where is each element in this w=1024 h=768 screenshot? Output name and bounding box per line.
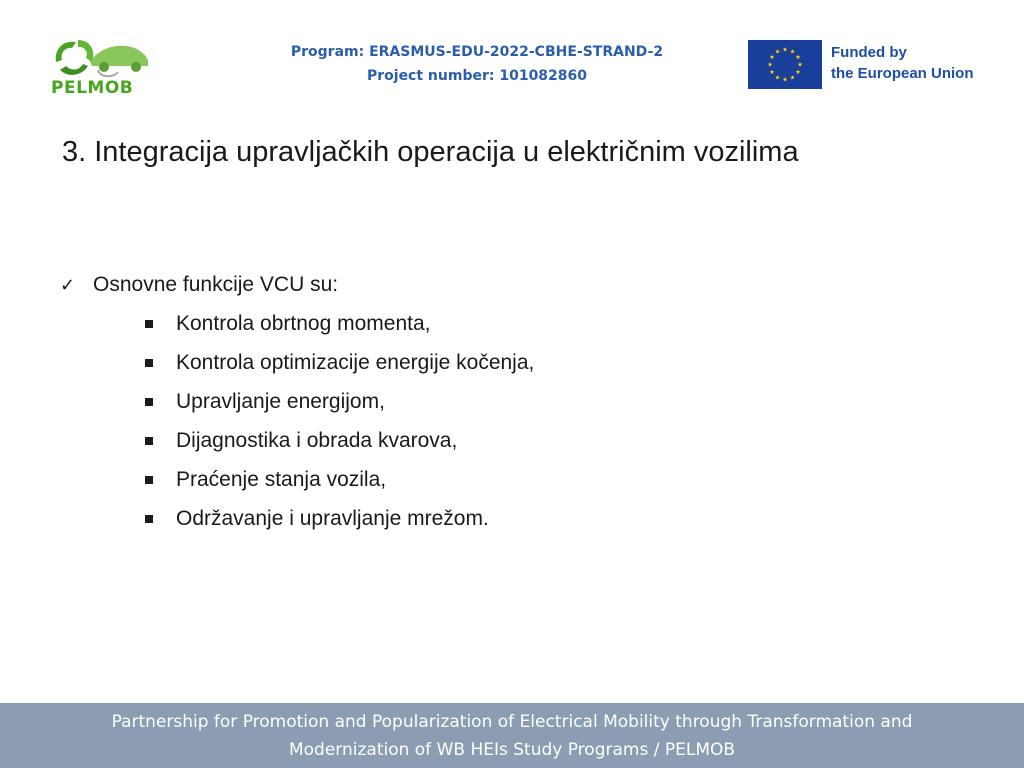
eu-star-icon: [798, 62, 803, 66]
list-item-text: Praćenje stanja vozila,: [176, 467, 387, 491]
pelmob-logo: [48, 34, 152, 100]
square-bullet-icon: [145, 437, 153, 445]
eu-star-icon: [783, 47, 788, 51]
program-info: [262, 40, 692, 88]
recycle-car-icon: [48, 34, 152, 82]
eu-star-icon: [770, 70, 775, 74]
program-line: Program: ERASMUS-EDU-2022-CBHE-STRAND-2: [290, 44, 664, 60]
square-bullet-icon: [145, 320, 153, 328]
project-number: Project number: 101082860: [366, 68, 588, 84]
eu-star-icon: [790, 75, 795, 79]
eu-star-icon: [796, 70, 801, 74]
list-item: [145, 460, 984, 499]
eu-star-icon: [768, 62, 773, 66]
list-item-text: Kontrola obrtnog momenta,: [176, 311, 431, 335]
list-item: [145, 304, 984, 343]
eu-line-2: the European Union: [831, 65, 974, 82]
footer: [0, 703, 1024, 768]
main-point-text: Osnovne funkcije VCU su:: [93, 273, 339, 296]
eu-star-icon: [783, 77, 788, 81]
list-item: [145, 421, 984, 460]
eu-funding-label: [831, 42, 974, 84]
eu-flag-icon: [748, 40, 822, 89]
eu-star-icon: [775, 75, 780, 79]
square-bullet-icon: [145, 359, 153, 367]
main-point: [60, 267, 984, 303]
list-item: [145, 499, 984, 538]
logo-text: PELMOB: [51, 78, 134, 98]
list-item: [145, 382, 984, 421]
footer-line-2: Modernization of WB HEIs Study Programs / PELMOB: [288, 740, 736, 760]
list-item-text: Kontrola optimizacije energije kočenja,: [176, 350, 535, 374]
square-bullet-icon: [145, 515, 153, 523]
eu-star-icon: [775, 49, 780, 53]
eu-star-icon: [796, 55, 801, 59]
eu-line-1: Funded by: [831, 44, 907, 61]
function-list: [60, 304, 984, 538]
square-bullet-icon: [145, 398, 153, 406]
slide-title: 3. Integracija upravljačkih operacija u električnim vozilima: [62, 136, 799, 168]
footer-line-1: Partnership for Promotion and Popularization of Electrical Mobility through Transformation and: [111, 712, 913, 732]
slide-content: [60, 267, 984, 538]
eu-star-icon: [790, 49, 795, 53]
list-item-text: Dijagnostika i obrada kvarova,: [176, 428, 458, 452]
list-item: [145, 343, 984, 382]
square-bullet-icon: [145, 476, 153, 484]
eu-star-icon: [770, 55, 775, 59]
list-item-text: Upravljanje energijom,: [176, 389, 385, 413]
list-item-text: Održavanje i upravljanje mrežom.: [176, 506, 489, 530]
check-icon: ✓: [60, 274, 76, 296]
